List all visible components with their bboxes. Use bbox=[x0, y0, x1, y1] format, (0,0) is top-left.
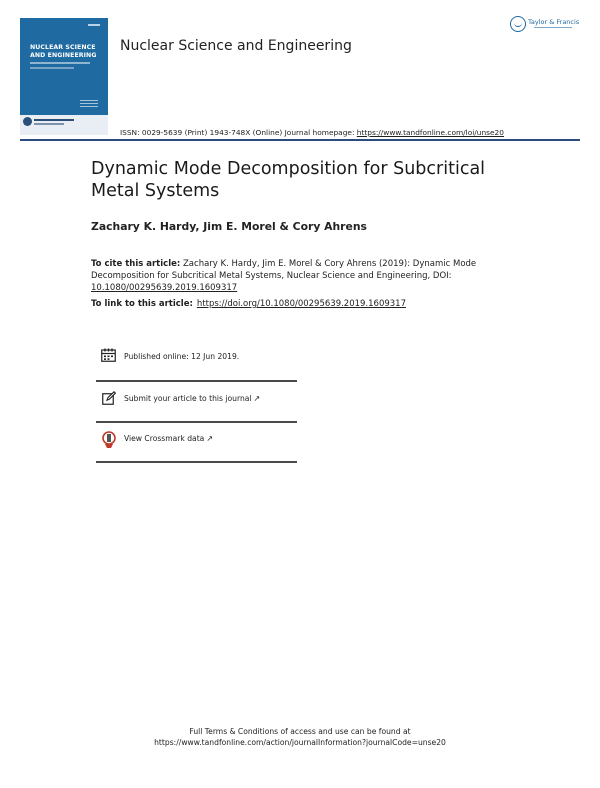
article-authors: Zachary K. Hardy, Jim E. Morel & Cory Ahrens bbox=[91, 220, 367, 233]
footer-journal-info-link[interactable]: https://www.tandfonline.com/action/journalInformation?journalCode=unse20 bbox=[154, 738, 446, 747]
citation-text: Zachary K. Hardy, Jim E. Morel & Cory Ahrens (2019): Dynamic Mode Decomposition for Subcritical Metal Systems, Nuclear Science and Engineering, DOI: bbox=[91, 259, 477, 281]
terms-footer bbox=[0, 726, 600, 748]
info-divider bbox=[96, 380, 297, 382]
submit-article-link[interactable] bbox=[124, 394, 260, 403]
article-title: Dynamic Mode Decomposition for Subcritical Metal Systems bbox=[91, 159, 486, 201]
header-divider bbox=[20, 139, 580, 141]
cover-title bbox=[30, 44, 104, 60]
cover-text-line bbox=[80, 100, 98, 101]
crossmark-text: View Crossmark data bbox=[124, 434, 205, 443]
issn-line bbox=[120, 128, 504, 137]
footer-terms-text: Full Terms & Conditions of access and use can be found at bbox=[189, 727, 411, 736]
crossmark-icon bbox=[102, 431, 116, 449]
info-divider bbox=[96, 461, 297, 463]
journal-homepage-link[interactable]: https://www.tandfonline.com/loi/unse20 bbox=[356, 128, 504, 137]
external-link-icon: ↗ bbox=[206, 434, 214, 443]
cover-society-line bbox=[34, 119, 74, 121]
published-online-text: Published online: 12 Jun 2019. bbox=[124, 352, 240, 361]
cover-subtitle-line bbox=[30, 62, 90, 64]
citation-block bbox=[91, 258, 511, 294]
crossmark-row[interactable] bbox=[96, 426, 297, 454]
submit-article-row[interactable] bbox=[96, 386, 297, 414]
citation-label: To cite this article: bbox=[91, 259, 181, 269]
cover-subtitle-line bbox=[30, 67, 74, 69]
article-link-label: To link to this article: bbox=[91, 299, 193, 309]
journal-cover-image bbox=[20, 18, 108, 135]
article-doi-url-link[interactable]: https://doi.org/10.1080/00295639.2019.1609317 bbox=[196, 299, 406, 309]
society-seal-icon bbox=[23, 117, 32, 126]
published-online-row bbox=[96, 344, 297, 372]
article-link-line bbox=[91, 299, 406, 309]
external-link-icon: ↗ bbox=[253, 394, 261, 403]
submit-article-text: Submit your article to this journal bbox=[124, 394, 252, 403]
publisher-tagline-line bbox=[534, 27, 572, 28]
cover-text-line bbox=[80, 103, 98, 104]
issn-text: ISSN: 0029-5639 (Print) 1943-748X (Online) Journal homepage: bbox=[120, 128, 357, 137]
publisher-logo-icon bbox=[510, 16, 526, 32]
cover-title-line2: AND ENGINEERING bbox=[30, 52, 97, 59]
publisher-logo[interactable] bbox=[510, 16, 584, 38]
cover-volume-mark bbox=[88, 24, 100, 26]
journal-name: Nuclear Science and Engineering bbox=[120, 38, 352, 54]
info-divider bbox=[96, 421, 297, 423]
cover-publisher-band bbox=[20, 115, 108, 135]
cover-text-line bbox=[80, 106, 98, 107]
citation-doi-link[interactable]: 10.1080/00295639.2019.1609317 bbox=[91, 283, 238, 293]
cover-society-line bbox=[34, 123, 64, 125]
edit-icon bbox=[102, 391, 116, 405]
crossmark-link[interactable] bbox=[124, 434, 213, 443]
cover-title-line1: NUCLEAR SCIENCE bbox=[30, 44, 96, 51]
calendar-icon bbox=[101, 348, 116, 362]
publisher-logo-text: Taylor & Francis bbox=[528, 18, 580, 26]
